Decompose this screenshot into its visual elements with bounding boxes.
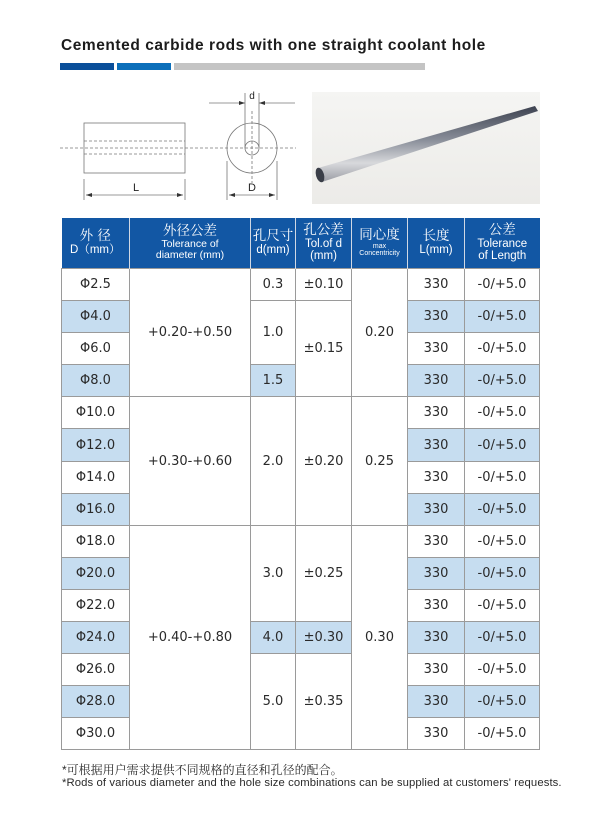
cell-length-tolerance: -0/+5.0 [465, 269, 540, 301]
cell-length: 330 [408, 429, 465, 461]
cell-concentricity: 0.30 [352, 525, 408, 750]
label-outer-diameter: D [248, 182, 256, 194]
cell-outer-diameter: Φ10.0 [62, 397, 130, 429]
header-length-tolerance: 公差 Tolerance of Length [465, 218, 540, 269]
cell-length: 330 [408, 365, 465, 397]
cell-outer-diameter: Φ14.0 [62, 461, 130, 493]
title-underline-blue [117, 63, 171, 70]
header-hole-tolerance: 孔公差 Tol.of d (mm) [296, 218, 352, 269]
cell-length: 330 [408, 622, 465, 654]
cell-concentricity: 0.25 [352, 397, 408, 525]
cell-diameter-tolerance: +0.30-+0.60 [130, 397, 251, 525]
cell-concentricity: 0.20 [352, 269, 408, 397]
label-hole-diameter: d [249, 91, 255, 102]
rod-technical-drawing [60, 85, 310, 210]
cell-hole-size: 2.0 [251, 397, 296, 525]
header-diameter-tolerance: 外径公差 Tolerance of diameter (mm) [130, 218, 251, 269]
table-row [62, 269, 540, 301]
cell-hole-tolerance: ±0.10 [296, 269, 352, 301]
footnote-chinese: *可根据用户需求提供不同规格的直径和孔径的配合。 [62, 763, 343, 777]
cell-hole-size: 3.0 [251, 525, 296, 621]
cell-length-tolerance: -0/+5.0 [465, 429, 540, 461]
cell-outer-diameter: Φ16.0 [62, 493, 130, 525]
title-underline-gray [174, 63, 425, 70]
title-underline-dark-blue [60, 63, 114, 70]
cell-outer-diameter: Φ20.0 [62, 557, 130, 589]
label-length: L [132, 182, 140, 194]
cell-length-tolerance: -0/+5.0 [465, 654, 540, 686]
cell-length: 330 [408, 301, 465, 333]
cell-length-tolerance: -0/+5.0 [465, 397, 540, 429]
table-header-row [62, 218, 540, 269]
cell-hole-size: 5.0 [251, 654, 296, 750]
cell-length: 330 [408, 654, 465, 686]
table-row [62, 397, 540, 429]
cell-length: 330 [408, 269, 465, 301]
page-title: Cemented carbide rods with one straight coolant hole [61, 37, 486, 54]
cell-hole-size: 1.0 [251, 301, 296, 365]
cell-hole-size: 4.0 [251, 622, 296, 654]
cell-length-tolerance: -0/+5.0 [465, 686, 540, 718]
header-hole-size: 孔尺寸 d(mm) [251, 218, 296, 269]
cell-length-tolerance: -0/+5.0 [465, 718, 540, 750]
cell-length-tolerance: -0/+5.0 [465, 525, 540, 557]
cell-outer-diameter: Φ26.0 [62, 654, 130, 686]
cell-hole-size: 0.3 [251, 269, 296, 301]
cell-outer-diameter: Φ2.5 [62, 269, 130, 301]
table-row [62, 525, 540, 557]
cell-length-tolerance: -0/+5.0 [465, 365, 540, 397]
cell-length: 330 [408, 397, 465, 429]
cell-length-tolerance: -0/+5.0 [465, 557, 540, 589]
rod-photo [312, 92, 540, 204]
cell-diameter-tolerance: +0.40-+0.80 [130, 525, 251, 750]
cell-length: 330 [408, 718, 465, 750]
cell-hole-tolerance: ±0.35 [296, 654, 352, 750]
header-concentricity: 同心度 max Concentricity [352, 218, 408, 269]
cell-outer-diameter: Φ8.0 [62, 365, 130, 397]
cell-length: 330 [408, 493, 465, 525]
footnote-english: *Rods of various diameter and the hole size combinations can be supplied at customers' requests. [62, 777, 562, 789]
cell-outer-diameter: Φ4.0 [62, 301, 130, 333]
cell-hole-tolerance: ±0.30 [296, 622, 352, 654]
cell-length-tolerance: -0/+5.0 [465, 493, 540, 525]
cell-outer-diameter: Φ24.0 [62, 622, 130, 654]
cell-length-tolerance: -0/+5.0 [465, 622, 540, 654]
cell-length: 330 [408, 333, 465, 365]
header-outer-diameter: 外 径 D（mm） [62, 218, 130, 269]
cell-length-tolerance: -0/+5.0 [465, 461, 540, 493]
cell-outer-diameter: Φ6.0 [62, 333, 130, 365]
carbide-rod-image [312, 92, 540, 204]
cell-outer-diameter: Φ30.0 [62, 718, 130, 750]
spec-table [61, 218, 540, 750]
header-length: 长度 L(mm) [408, 218, 465, 269]
cell-hole-size: 1.5 [251, 365, 296, 397]
cell-outer-diameter: Φ28.0 [62, 686, 130, 718]
cell-hole-tolerance: ±0.25 [296, 525, 352, 621]
cell-hole-tolerance: ±0.20 [296, 397, 352, 525]
cell-outer-diameter: Φ12.0 [62, 429, 130, 461]
cell-length: 330 [408, 557, 465, 589]
cell-length: 330 [408, 686, 465, 718]
cell-hole-tolerance: ±0.15 [296, 301, 352, 397]
cell-length-tolerance: -0/+5.0 [465, 301, 540, 333]
cell-length-tolerance: -0/+5.0 [465, 333, 540, 365]
cell-length: 330 [408, 461, 465, 493]
cell-length-tolerance: -0/+5.0 [465, 589, 540, 621]
cell-outer-diameter: Φ22.0 [62, 589, 130, 621]
cell-length: 330 [408, 525, 465, 557]
cell-length: 330 [408, 589, 465, 621]
cell-diameter-tolerance: +0.20-+0.50 [130, 269, 251, 397]
cell-outer-diameter: Φ18.0 [62, 525, 130, 557]
